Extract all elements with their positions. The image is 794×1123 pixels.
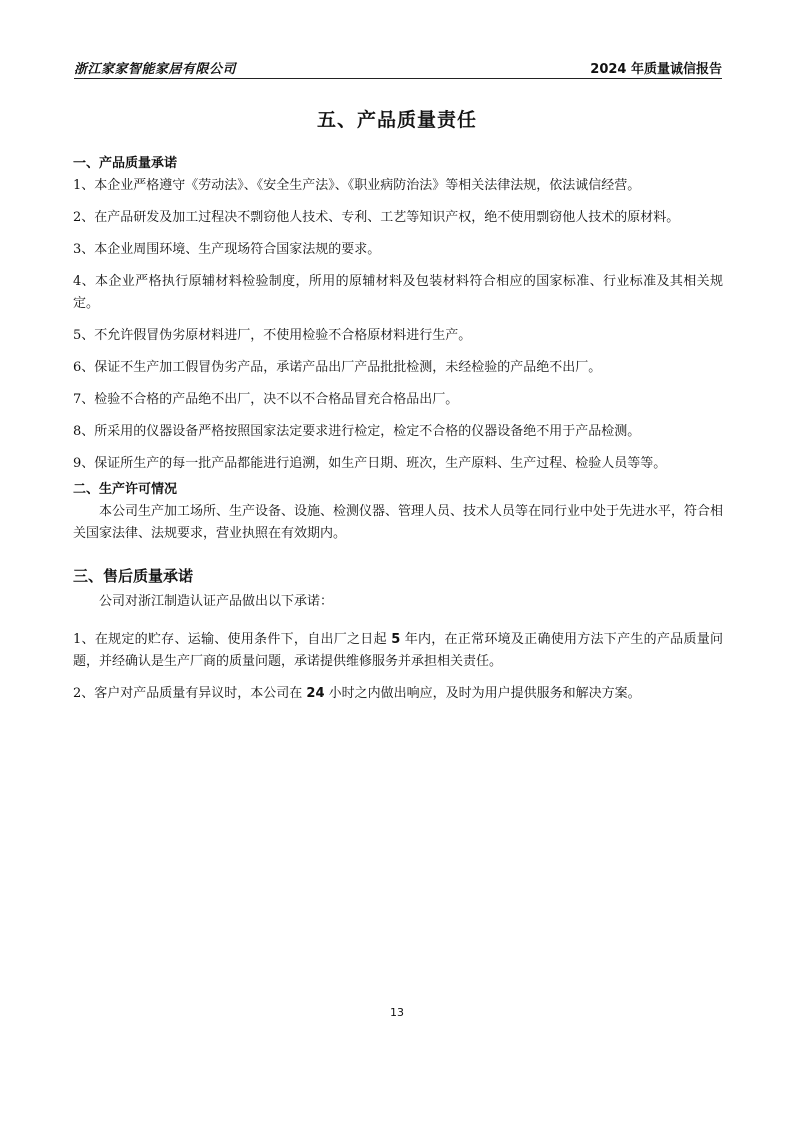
commitment-item-7: 7、检验不合格的产品绝不出厂，决不以不合格品冒充合格品出厂。 bbox=[73, 392, 459, 407]
response-hours-value: 24 bbox=[306, 686, 325, 701]
commitment-item-8: 8、所采用的仪器设备严格按照国家法定要求进行检定，检定不合格的仪器设备绝不用于产品检测。 bbox=[73, 424, 641, 439]
after-sales-intro: 公司对浙江制造认证产品做出以下承诺： bbox=[99, 594, 334, 609]
commitment-item-2: 2、在产品研发及加工过程决不剽窃他人技术、专利、工艺等知识产权，绝不使用剽窃他人技术的原材料。 bbox=[73, 210, 680, 225]
after-sales-item-2 bbox=[73, 683, 723, 705]
after-sales-item-1 bbox=[73, 629, 723, 673]
document-body bbox=[73, 155, 723, 705]
warranty-years-value: 5 bbox=[391, 632, 401, 647]
section-heading-quality-commitment: 一、产品质量承诺 bbox=[73, 156, 178, 171]
commitment-item-3: 3、本企业周围环境、生产现场符合国家法规的要求。 bbox=[73, 242, 381, 257]
after-sales-item-1-after: 年内，在正常环境及正确使用方法下产生的产品质量问题，并经确认是生产厂商的质量问题，承诺提供维修服务并承担相关责任。 bbox=[73, 632, 723, 669]
section-heading-after-sales: 三、售后质量承诺 bbox=[73, 567, 194, 585]
commitment-item-1: 1、本企业严格遵守《劳动法》、《安全生产法》、《职业病防治法》等相关法律法规，依法诚信经营。 bbox=[73, 178, 641, 193]
page-number: 13 bbox=[390, 1006, 404, 1019]
after-sales-item-1-before: 1、在规定的贮存、运输、使用条件下，自出厂之日起 bbox=[73, 632, 392, 647]
header-report-title: 2024 年质量诚信报告 bbox=[590, 62, 722, 77]
commitment-item-5: 5、不允许假冒伪劣原材料进厂，不使用检验不合格原材料进行生产。 bbox=[73, 328, 472, 343]
page-header bbox=[74, 56, 722, 79]
after-sales-item-2-before: 2、客户对产品质量有异议时，本公司在 bbox=[73, 686, 307, 701]
commitment-item-4: 4、本企业严格执行原辅材料检验制度，所用的原辅材料及包装材料符合相应的国家标准、行业标准及其相关规定。 bbox=[73, 274, 723, 311]
after-sales-item-2-after: 小时之内做出响应，及时为用户提供服务和解决方案。 bbox=[324, 686, 641, 701]
header-company-name: 浙江家家智能家居有限公司 bbox=[74, 62, 237, 77]
page-title: 五、产品质量责任 bbox=[316, 109, 477, 131]
commitment-item-6: 6、保证不生产加工假冒伪劣产品，承诺产品出厂产品批批检测，未经检验的产品绝不出厂。 bbox=[73, 360, 602, 375]
production-license-text: 本公司生产加工场所、生产设备、设施、检测仪器、管理人员、技术人员等在同行业中处于先进水平，符合相关国家法律、法规要求，营业执照在有效期内。 bbox=[73, 504, 724, 541]
section-heading-production-license: 二、生产许可情况 bbox=[73, 482, 178, 497]
commitment-item-9: 9、保证所生产的每一批产品都能进行追溯，如生产日期、班次，生产原料、生产过程、检验人员等等。 bbox=[73, 456, 667, 471]
